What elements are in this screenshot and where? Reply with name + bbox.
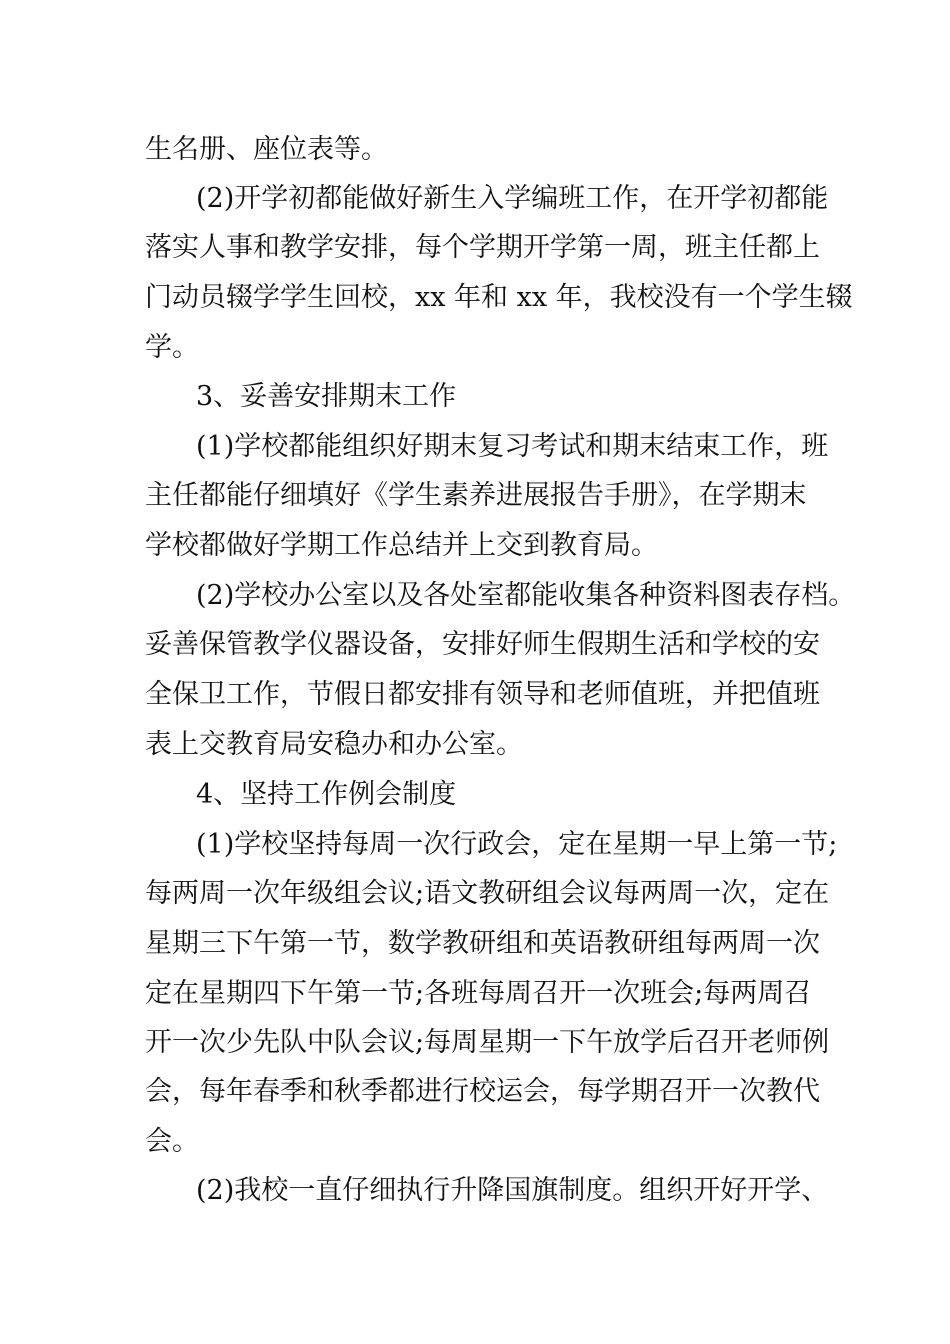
text-line: 会，每年春季和秋季都进行校运会，每学期召开一次教代 (145, 1076, 820, 1107)
text-line: 主任都能仔细填好《学生素养进展报告手册》，在学期末 (145, 480, 807, 511)
text-line: (2)开学初都能做好新生入学编班工作，在开学初都能 (196, 183, 829, 214)
text-line: 学。 (145, 332, 199, 363)
text-line: 定在星期四下午第一节;各班每周召开一次班会;每两周召 (145, 978, 812, 1009)
text-line: (2)学校办公室以及各处室都能收集各种资料图表存档。 (196, 580, 856, 611)
text-line: 每两周一次年级组会议;语文教研组会议每两周一次，定在 (145, 878, 830, 909)
text-line: 门动员辍学学生回校，xx 年和 xx 年，我校没有一个学生辍 (145, 282, 853, 313)
text-line: 表上交教育局安稳办和办公室。 (145, 729, 523, 760)
section-heading: 4、坚持工作例会制度 (196, 779, 457, 810)
text-line: 落实人事和教学安排，每个学期开学第一周，班主任都上 (145, 232, 820, 263)
text-line: 全保卫工作，节假日都安排有领导和老师值班，并把值班 (145, 679, 820, 710)
text-line: (2)我校一直仔细执行升降国旗制度。组织开好开学、 (196, 1175, 829, 1206)
text-line: 开一次少先队中队会议;每周星期一下午放学后召开老师例 (145, 1027, 830, 1058)
text-line: 妥善保管教学仪器设备，安排好师生假期生活和学校的安 (145, 629, 820, 660)
text-line: 生名册、座位表等。 (145, 134, 388, 165)
text-line: 星期三下午第一节，数学教研组和英语教研组每两周一次 (145, 928, 820, 959)
text-line: 学校都做好学期工作总结并上交到教育局。 (145, 530, 658, 561)
section-heading: 3、妥善安排期末工作 (196, 381, 457, 412)
text-line: (1)学校坚持每周一次行政会，定在星期一早上第一节; (196, 829, 838, 860)
text-line: 会。 (145, 1126, 199, 1157)
text-line: (1)学校都能组织好期末复习考试和期末结束工作，班 (196, 431, 829, 462)
